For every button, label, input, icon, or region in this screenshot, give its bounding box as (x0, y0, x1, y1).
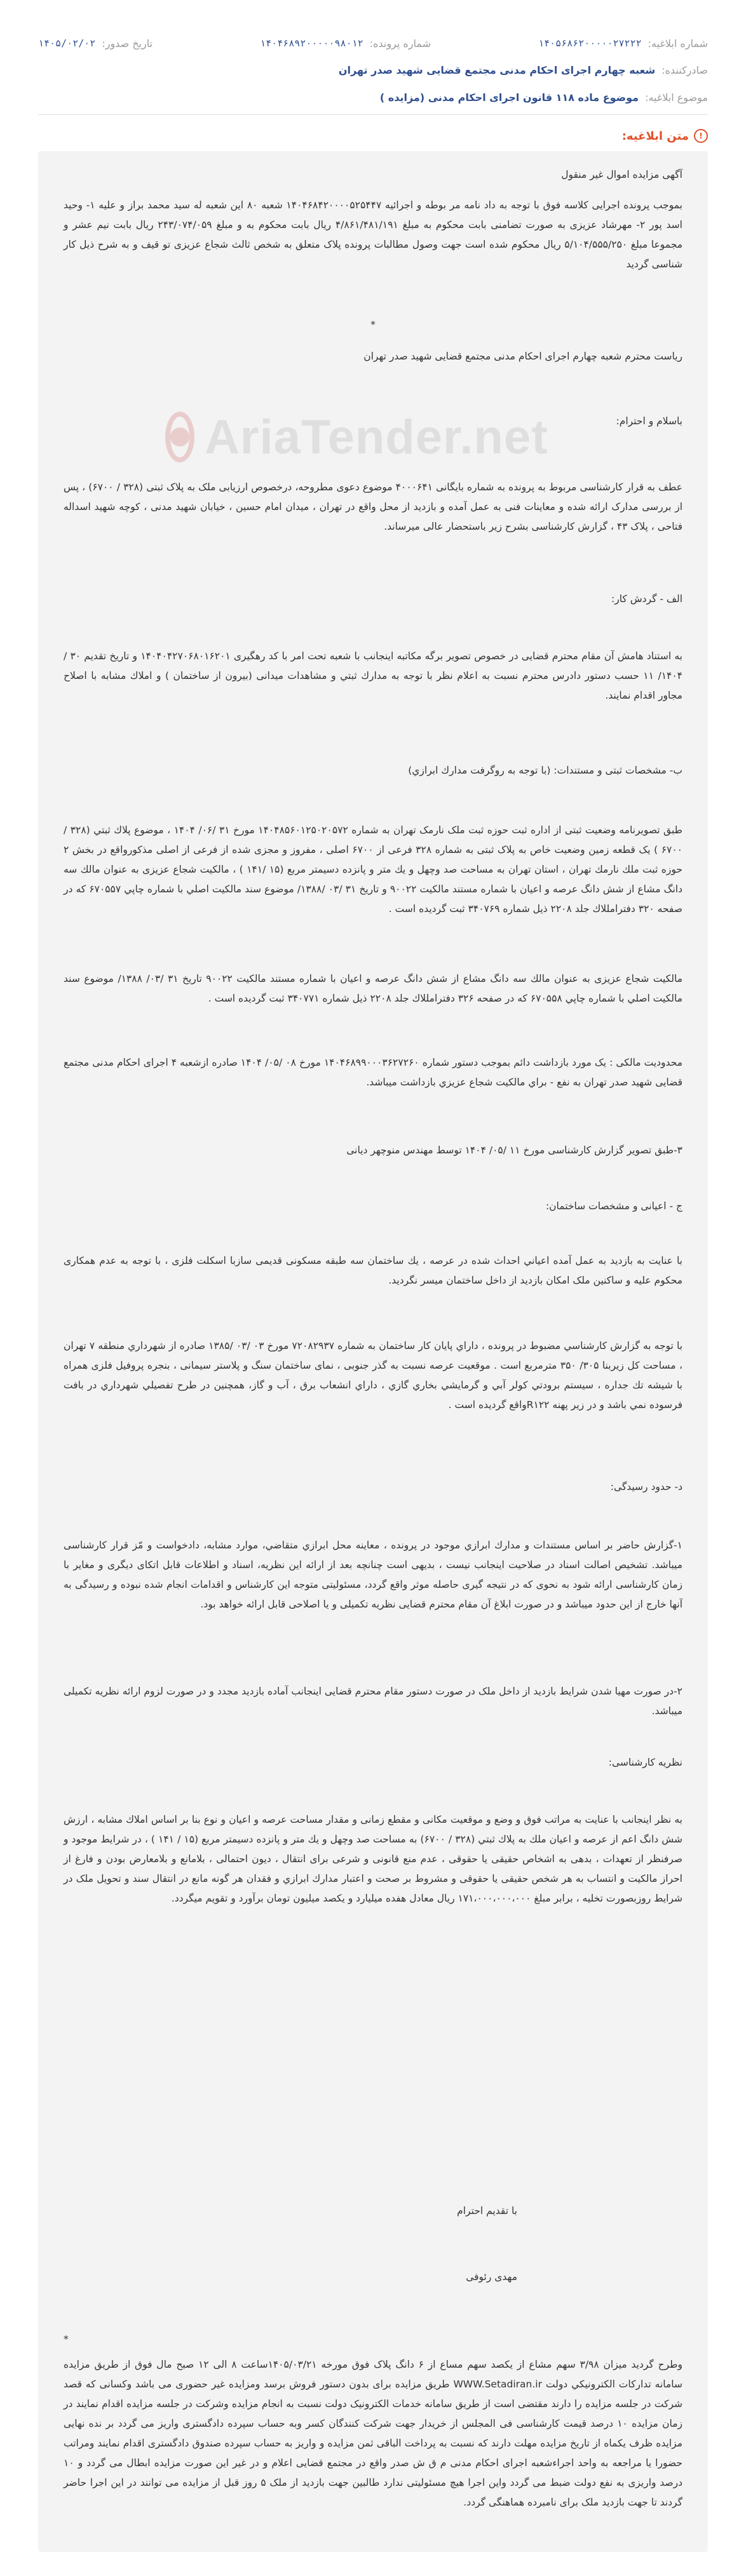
issuer-row (38, 58, 708, 81)
separator-star-2: * (64, 2333, 69, 2345)
body-title (622, 126, 708, 146)
issuer-value: شعبه چهارم اجرای احکام مدنی مجتمع قضایی شهید صدر تهران (338, 64, 656, 76)
signature-name: مهدی رئوفی (466, 2271, 517, 2283)
paragraph-restriction: محدودیت مالکی : یک مورد بازداشت دائم بموجب دستور شماره ۱۴۰۴۶۸۹۹۰۰۰۳۶۲۷۲۶۰ مورخ ۰۸ /۰۵/ ۱۴۰۴ صادره ازشعبه ۴ اجرای احکام مدنی مجتمع قضایی شهید صدر تهران به نفع - براي مالكيت شجاع عزيزي بازداشت ميباشد. (64, 1057, 682, 1088)
paragraph-prior-report: ۳-طبق تصویر گزارش کارشناسی مورخ ۱۱ /۰۵/ ۱۴۰۴ توسط مهندس منوچهر دیانی (346, 1144, 682, 1156)
subject-value: موضوع ماده ۱۱۸ قانون اجرای احکام مدنی (مزایده ) (379, 91, 639, 104)
paragraph-building-details: با توجه به گزارش كارشناسي مضبوط در پرونده ، داراي پايان كار ساختمان به شماره ۷۲۰۸۲۹۳۷ مورخ ۰۳ /۰۳ /۱۳۸۵ صادره از شهرداري منطقه ۷ تهران ، مساحت کل زیربنا ۳۰۵/ ۳۵۰ مترمربع است . موقعیت عرصه نسبت به گذر جنوبی ، نمای ساختمان سنگ و پلاستر سیمانی ، بنجره پروفیل فلزی همراه با شیشه تك جداره ، سيستم برودتي كولر آبي و گرمايشي بخاري گازي ، داراي انشعاب برق ، آب و گاز، همچنين در طرح تفصيلي شهرداري در بافت فرسوده نمي باشد و در زير پهنه R۱۲۲واقع گرديده است . (64, 1340, 683, 1411)
header-divider (38, 114, 708, 115)
heading-registry: ب- مشخصات ثبتی و مستندات: (با توجه به روگرفت مدارك ابرازي) (408, 765, 682, 776)
notice-body (38, 151, 708, 2552)
heading-scope: د- حدود رسیدگی: (610, 1481, 682, 1493)
paragraph-workflow: به استناد هامش آن مقام محترم قضایی در خصوص تصویر برگه مکاتبه اینجانب با شعبه تحت امر با کد رهگیری ۱۴۰۴۰۴۲۷۰۶۸۰۱۶۲۰۱ و تاریخ تقدیم ۳۰ /۱۴۰۴/ ۱۱ حسب دستور دادرس محترم نسبت به اعلام نظر با توجه به مدارك ثبتي و مشاهدات میدانی (بیرون از ساختمان ) و املاك مشابه با اصلاح مجاور اقدام نمایند. (64, 650, 682, 701)
subject-row (38, 86, 708, 109)
watermark-text: AriaTender.net (205, 410, 548, 464)
notice-number-label: شماره ابلاغیه: (648, 37, 708, 50)
notice-number (538, 37, 708, 50)
watermark (165, 399, 546, 475)
notice-header (0, 0, 746, 143)
paragraph-building: با عنايت به بازديد به عمل آمده اعياني احداث شده در عرصه ، يك ساختمان سه طبقه مسکونی قدیمی سازبا اسکلت فلزی ، با توجه به عدم همکاری محکوم علیه و ساکنین ملک امکان بازدید از داخل ساختمان میسر نگردید. (64, 1255, 682, 1286)
paragraph-auction-terms: وطرح گردید میزان ۳/۹۸ سهم مشاع از یکصد سهم مساع از ۶ دانگ پلاک فوق مورخه ۱۴۰۵/۰۳/۲۱ساعت ۸ الی ۱۲ صبح مال فوق از طريق مزايده سامانه تداركات الكترونيكي دولت WWW.Setadiran.ir طریق مزایده برای بدون دستور فروش برسد ومزایده غیر حضوری می باشد وکسانی که قصد شرکت در جلسه مزایده را دارند مقتضی است از طریق سامانه خدمات الکترونیک دولت نسبت به انجام مزایده وشرکت در جلسه مزایده اقدام نمایند در زمان مزایده ۱۰ درصد قیمت کارشناسی فی المجلس از خریدار جهت شرکت کنندگان کسر وبه حساب سپرده دادگستری واریز می گردد بر نده نهایی مزایده ظرف یکماه از تاریخ مزایده مهلت دارند که نسبت به پرداخت الباقی ثمن مزایده و واریز به حساب سپرده صندوق دادگستری اقدام نمایند ومراتب حضورا یا مراجعه به واحد اجراءشعبه اجرای احکام مدنی م ق ش صدر واقع در مجتمع قضایی اعلام و در غیر این صورت مزایده ابطال می گردد و ۱۰ درصد واریزی به نفع دولت ضبط می گردد واین اجرا هیچ مسئولیتی ندارد طالبین جهت بازدید از ملک ۵ روز قبل از مزایده می توانند در این اجرا حاضر گردند تا جهت بازدید ملک برای نامبرده هماهنگی گردد. (64, 2359, 682, 2508)
paragraph-reference: عطف به قرار کارشناسی مربوط به پرونده به شماره بایگانی ۴۰۰۰۶۴۱ موضوع دعوی مطروحه، درخصوص ارزیابی ملک به پلاک ثبتی (۳۲۸ / ۶۷۰۰) ، پس از بررسی مدارک ارائه شده و معاینات فنی به عمل آمده و بازدید از محل واقع در تهران ، میدان امام حسین ، خیابان شهید مدنی ، کوچه شهید اسداله فتاحی ، پلاک ۴۳ ، گزارش کارشناسی بشرح زیر باستحضار عالی میرساند. (64, 481, 682, 532)
paragraph-scope-1: ۱-گزارش حاضر بر اساس مستندات و مدارك ابرازي موجود در پرونده ، معاينه محل ابرازي متقاضي، موارد مشابه، دادخواست و مّز قرار کارشناسی میباشد. تشخیص اصالت اسناد در صلاحیت اینجانب نیست ، بدیهی است چنانچه بعد از ارائه این نظریه، اسناد و اطلاعات قابل اتکای دیگری و مغایر با زمان کارشناسی ارائه شود به نحوی که در نتیجه گیری حاصله موثر واقع گردد، مسئولیتی متوجه این کارشناس و اقدامات انجام شده نبوده و رسیدگی به آنها خارج از این حدود میباشد و در صورت ابلاغ آن مقام محترم قضایی نظریه تکمیلی و یا اصلاحی قابل ارائه خواهد بود. (64, 1540, 682, 1610)
closing-regards: با تقدیم احترام (457, 2205, 517, 2217)
case-number-value: ۱۴۰۴۶۸۹۲۰۰۰۰۰۹۸۰۱۲ (260, 37, 363, 49)
heading-opinion: نظریه کارشناسی: (608, 1757, 682, 1768)
body-title-text: متن ابلاغیه: (621, 129, 689, 143)
notice-number-value: ۱۴۰۵۶۸۶۲۰۰۰۰۰۲۷۲۲۲ (538, 37, 642, 49)
paragraph-opinion: به نظر اینجانب با عنایت به مراتب فوق و وضع و موقعیت مکانی و مقطع زمانی و مقدار مساحت عرصه و اعیان و نوع بنا بر اساس املاك مشابه ، ارزش شش دانگ اعم از عرصه و اعیان ملك به پلاك ثبتي (۳۲۸ / ۶۷۰۰) به مساحت صد وچهل و يك متر و پانزده دسيمتر مربع (۱۵ / ۱۴۱ ) ، در شرایط موجود و صرفنظر از تعهدات ، بدهی به اشخاص حقیقی یا حقوقی ، عدم منع قانونی و شرعی برای انتقال ، دیون احتمالی ، بلامانع و بلامعارض بودن و فارغ از احراز مالکیت و انتساب به هر شخص حقیقی یا حقوقی و مشروط بر صحت و اعتبار مدارك ابرازي و فقدان هر گونه مانع در انتقال سند و تحویل ملک در شرایط روزبصورت تخلیه ، برابر مبلغ ۱۷۱،۰۰۰،۰۰۰،۰۰۰ ریال معادل هفده میلیارد و یکصد میلیون تومان برآورد و تقویم میگردد. (64, 1814, 682, 1904)
info-icon: ! (694, 129, 708, 143)
case-number (260, 37, 431, 50)
heading-workflow: الف - گردش کار: (611, 593, 682, 605)
issue-date (38, 37, 153, 50)
paragraph-registry: طبق تصویرنامه وضعیت ثبتی از اداره ثبت حوزه ثبت ملک نارمک تهران به شماره ۱۴۰۴۸۵۶۰۱۲۵۰۲۰۵۷۲ مورخ ۳۱ /۰۶/ ۱۴۰۴ ، موضوع پلاك ثبتي (۳۲۸ / ۶۷۰۰ ) یک قطعه زمین وضعیت خاص به پلاک ثبتی به شماره ۳۲۸ فرعی از ۶۷۰۰ اصلی ، مفروز و مجزی شده از فرعی از اصلی مذکورواقع در بخش ۲ حوزه ثبت ملك نارمك تهران ، استان تهران به مساحت صد وچهل و يك متر و پانزده دسيمتر مربع (۱۵ /۱۴۱ ) ، مالكيت شجاع عزیزی به عنوان مالك سه دانگ مشاع از شش دانگ عرصه و اعيان با شماره مستند مالكيت ۹۰۰۲۲ و تاريخ ۳۱ /۰۳ /۱۳۸۸/ موضوع سند مالکيت اصلي با شماره چاپي ۶۷۰۵۵۷ که در صفحه ۳۲۰ دفترامللاك جلد ۲۲۰۸ ذيل شماره ۳۴۰۷۶۹ ثبت گرديده است . (64, 824, 682, 915)
paragraph-ownership: مالكيت شجاع عزیزی به عنوان مالك سه دانگ مشاع از شش دانگ عرصه و اعيان با شماره مستند مالكيت ۹۰۰۲۲ تاريخ ۳۱ /۰۳/ ۱۳۸۸/ موضوع سند مالکيت اصلي با شماره چاپي ۶۷۰۵۵۸ كه در صفحه ۳۲۶ دفترامللاك جلد ۲۲۰۸ ذيل شماره ۳۴۰۷۷۱ ثبت گرديده است . (64, 973, 682, 1004)
paragraph-auction-title: آگهی مزایده اموال غیر منقول (561, 169, 682, 180)
separator-star: * (370, 319, 376, 330)
paragraph-intro: بموجب پرونده اجرایی کلاسه فوق با توجه به داد نامه مر بوطه و اجرائیه ۱۴۰۴۶۸۴۲۰۰۰۰۵۲۵۴۴۷ شعبه ۸۰ این شعبه له سید محمد براز و علیه ۱- وحید اسد پور ۲- مهرشاد عزیزی به صورت تضامنی بابت محکوم به مبلغ ۴/۸۶۱/۴۸۱/۱۹۱ ریال بابت محکوم به و مبلغ ۲۴۳/۰۷۴/۰۵۹ ریال بابت نیم عشر و مجموعا مبلغ ۵/۱۰۴/۵۵۵/۲۵۰ ریال محکوم شده است جهت وصول مطالبات پرونده پلاک متعلق به شخص ثالث شجاع عزیزی تو قیف و به شرح ذیل کار شناسی گردید (64, 199, 682, 270)
issue-date-value: ۱۴۰۵/۰۲/۰۲ (38, 37, 96, 49)
case-number-label: شماره پرونده: (369, 37, 431, 50)
paragraph-greeting: باسلام و احترام: (616, 415, 682, 427)
issue-date-label: تاریخ صدور: (102, 37, 153, 50)
paragraph-scope-2: ۲-در صورت مهیا شدن شرایط بازدید از داخل ملک در صورت دستور مقام محترم قضایی اینجانب آماده بازدید مجدد و در صورت لزوم ارائه نظریه تکمیلی میباشد. (64, 1686, 682, 1717)
subject-label: موضوع ابلاغیه: (645, 91, 708, 104)
notice-meta-row (38, 30, 708, 56)
heading-building: ج - اعیانی و مشخصات ساختمان: (545, 1200, 682, 1212)
paragraph-addressee: ریاست محترم شعبه چهارم اجرای احکام مدنی مجتمع قضایی شهید صدر تهران (363, 351, 682, 362)
issuer-label: صادرکننده: (661, 64, 708, 76)
